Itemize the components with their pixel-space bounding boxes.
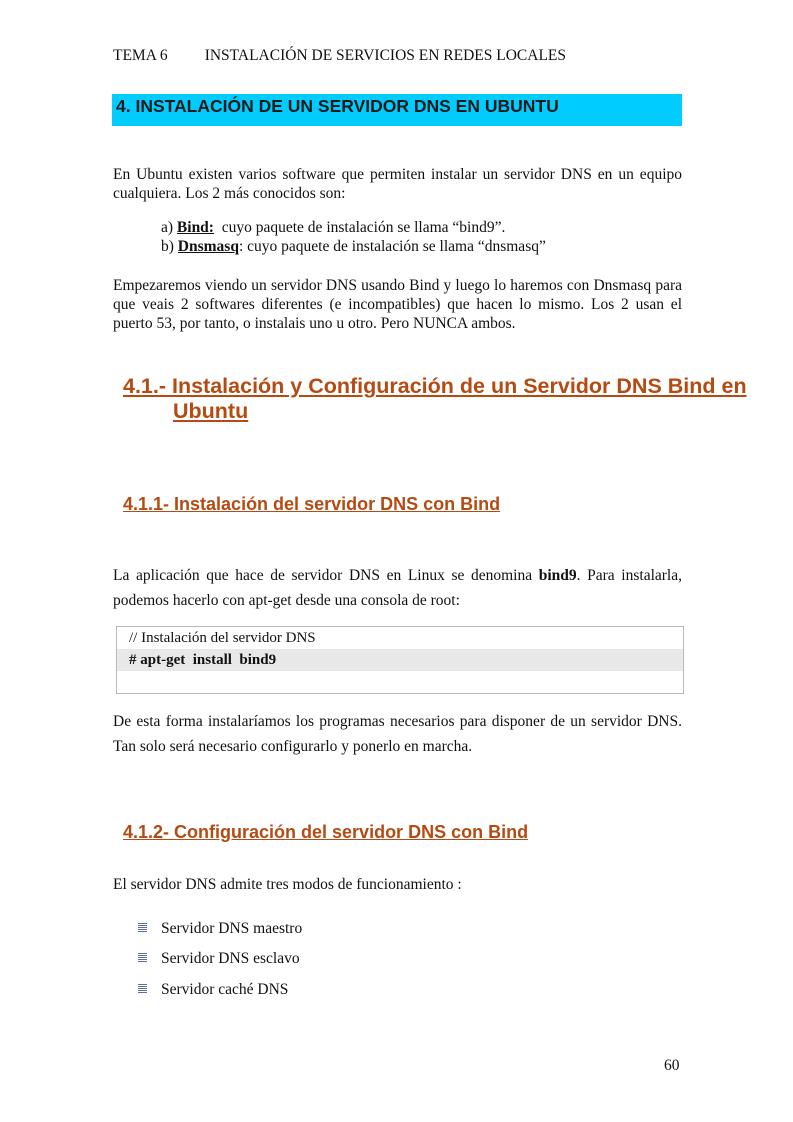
mode-label: Servidor caché DNS: [161, 981, 289, 998]
install-text-before: La aplicación que hace de servidor DNS en Linux se denomina: [113, 567, 539, 584]
topic-number: TEMA 6: [113, 47, 168, 64]
list-item: [138, 920, 302, 938]
package-name: bind9: [538, 567, 577, 584]
lined-square-bullet-icon: [138, 923, 147, 932]
section-4-1-title-line1: 4.1.- Instalación y Configuración de un Servidor DNS Bind en: [123, 374, 747, 398]
option-name: Bind:: [176, 219, 214, 236]
page-number: 60: [664, 1057, 680, 1074]
section-4-1-title-line2: Ubuntu: [173, 399, 249, 423]
intro-paragraph-2: Empezaremos viendo un servidor DNS usando Bind y luego lo haremos con Dnsmasq para que veais 2 softwares diferentes (e incompatibles) que hacen lo mismo. Los 2 usan el puerto 53, por tanto, o instalais uno u otro. Pero NUNCA ambos.: [113, 277, 682, 332]
intro-paragraph: En Ubuntu existen varios software que permiten instalar un servidor DNS en un equipo cualquiera. Los 2 más conocidos son:: [113, 166, 682, 202]
option-description: : cuyo paquete de instalación se llama “dnsmasq”: [238, 238, 546, 255]
chapter-banner: [112, 94, 682, 126]
option-prefix: a): [161, 219, 177, 236]
section-4-1-heading: [123, 374, 763, 424]
section-4-1-1-heading: 4.1.1- Instalación del servidor DNS con Bind: [123, 494, 501, 514]
option-name: Dnsmasq: [177, 238, 239, 255]
option-prefix: b): [161, 238, 178, 255]
list-item: [138, 950, 300, 968]
install-paragraph: [113, 563, 682, 613]
option-description: cuyo paquete de instalación se llama “bind9”.: [213, 219, 506, 236]
topic-title: INSTALACIÓN DE SERVICIOS EN REDES LOCALES: [204, 47, 567, 64]
list-item: [138, 981, 288, 999]
option-dnsmasq: [161, 238, 546, 256]
code-box: [116, 626, 684, 694]
section-4-1-2-heading: 4.1.2- Configuración del servidor DNS con Bind: [123, 822, 529, 842]
code-empty-line: [117, 671, 683, 693]
chapter-title: 4. INSTALACIÓN DE UN SERVIDOR DNS EN UBUNTU: [116, 96, 559, 116]
modes-paragraph: El servidor DNS admite tres modos de funcionamiento :: [113, 876, 462, 893]
code-command: # apt-get install bind9: [117, 649, 683, 671]
running-header: [113, 47, 566, 65]
install-text-after: . Para instalarla, podemos hacerlo con apt-get desde una consola de root:: [113, 567, 682, 609]
option-bind: [161, 219, 505, 237]
code-comment: // Instalación del servidor DNS: [129, 630, 316, 646]
mode-label: Servidor DNS maestro: [161, 920, 303, 937]
install-result-paragraph: De esta forma instalaríamos los programas necesarios para disponer de un servidor DNS. Tan solo será necesario configurarlo y ponerlo en marcha.: [113, 713, 682, 755]
lined-square-bullet-icon: [138, 984, 147, 993]
mode-label: Servidor DNS esclavo: [161, 950, 300, 967]
lined-square-bullet-icon: [138, 953, 147, 962]
